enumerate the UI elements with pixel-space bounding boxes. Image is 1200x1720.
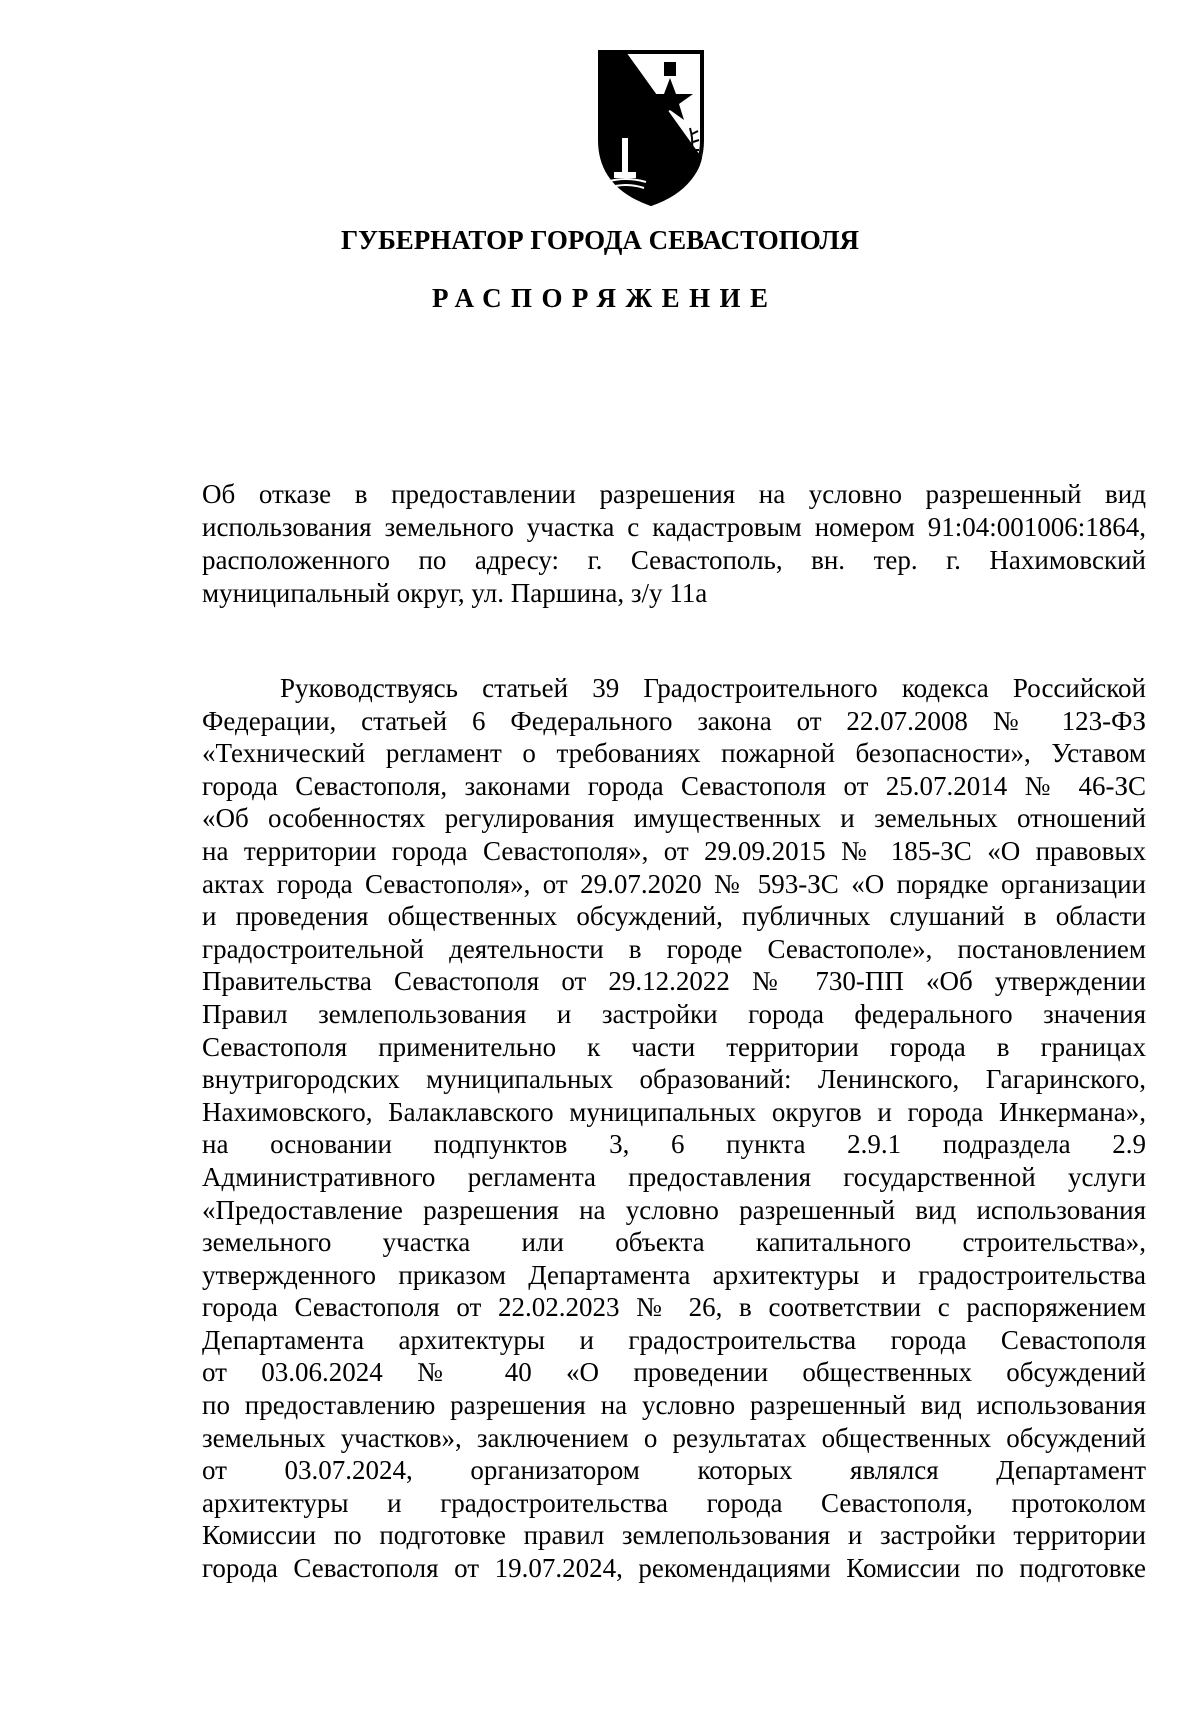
- body-line: градостроительной деятельности в городе Севастополе», постановлением: [202, 933, 1146, 964]
- subject-line: расположенного по адресу: г. Севастополь, вн. тер. г. Нахимовский: [202, 545, 1146, 575]
- body-line: актах города Севастополя», от 29.07.2020 № 593-ЗС «О порядке организации: [202, 868, 1146, 899]
- body-line: города Севастополя, законами города Севастополя от 25.07.2014 № 46-ЗС: [202, 770, 1146, 801]
- body-line: на основании подпунктов 3, 6 пункта 2.9.1 подраздела 2.9: [202, 1129, 1146, 1160]
- body-line: внутригородских муниципальных образований: Ленинского, Гагаринского,: [202, 1064, 1146, 1095]
- body-line: Департамента архитектуры и градостроительства города Севастополя: [202, 1324, 1146, 1355]
- body-line: «Технический регламент о требованиях пожарной безопасности», Уставом: [202, 738, 1146, 769]
- body-line: земельных участков», заключением о результатах общественных обсуждений: [202, 1422, 1146, 1453]
- body-line: «Предоставление разрешения на условно разрешенный вид использования: [202, 1194, 1146, 1225]
- body-line: Комиссии по подготовке правил землепользования и застройки территории: [202, 1520, 1146, 1551]
- subject-line: использования земельного участка с кадастровым номером 91:04:001006:1864,: [202, 512, 1146, 542]
- body-line: Руководствуясь статьей 39 Градостроительного кодекса Российской: [280, 673, 1146, 703]
- coat-of-arms-icon: [596, 48, 706, 208]
- body-line: «Об особенностях регулирования имущественных и земельных отношений: [202, 803, 1146, 834]
- document-type-heading: РАСПОРЯЖЕНИЕ: [431, 283, 778, 313]
- body-line: от 03.06.2024 № 40 «О проведении общественных обсуждений: [202, 1357, 1146, 1388]
- body-line: города Севастополя от 22.02.2023 № 26, в соответствии с распоряжением: [202, 1292, 1146, 1323]
- body-line: на территории города Севастополя», от 29.09.2015 № 185-ЗС «О правовых: [202, 835, 1146, 866]
- body-line: по предоставлению разрешения на условно разрешенный вид использования: [202, 1390, 1146, 1421]
- body-line: и проведения общественных обсуждений, публичных слушаний в области: [202, 901, 1146, 932]
- body-line: Правил землепользования и застройки города федерального значения: [202, 998, 1146, 1029]
- issuer-title: ГУБЕРНАТОР ГОРОДА СЕВАСТОПОЛЯ: [340, 225, 860, 255]
- body-line: Нахимовского, Балаклавского муниципальных округов и города Инкермана»,: [202, 1096, 1146, 1127]
- document-subject: [202, 478, 1146, 610]
- body-line: Севастополя применительно к части территории города в границах: [202, 1031, 1146, 1062]
- body-line: Правительства Севастополя от 29.12.2022 № 730-ПП «Об утверждении: [202, 966, 1146, 997]
- body-line: города Севастополя от 19.07.2024, рекомендациями Комиссии по подготовке: [202, 1553, 1146, 1584]
- subject-line: Об отказе в предоставлении разрешения на условно разрешенный вид: [202, 479, 1146, 509]
- body-line: Федерации, статьей 6 Федерального закона от 22.07.2008 № 123-ФЗ: [202, 705, 1146, 736]
- document-body: [202, 672, 1146, 1585]
- body-line: земельного участка или объекта капитального строительства»,: [202, 1227, 1146, 1258]
- subject-line: муниципальный округ, ул. Паршина, з/у 11а: [202, 578, 708, 608]
- body-line: от 03.07.2024, организатором которых являлся Департамент: [202, 1455, 1146, 1486]
- body-line: утвержденного приказом Департамента архитектуры и градостроительства: [202, 1259, 1146, 1290]
- body-line: Административного регламента предоставления государственной услуги: [202, 1161, 1146, 1192]
- body-line: архитектуры и градостроительства города Севастополя, протоколом: [202, 1487, 1146, 1518]
